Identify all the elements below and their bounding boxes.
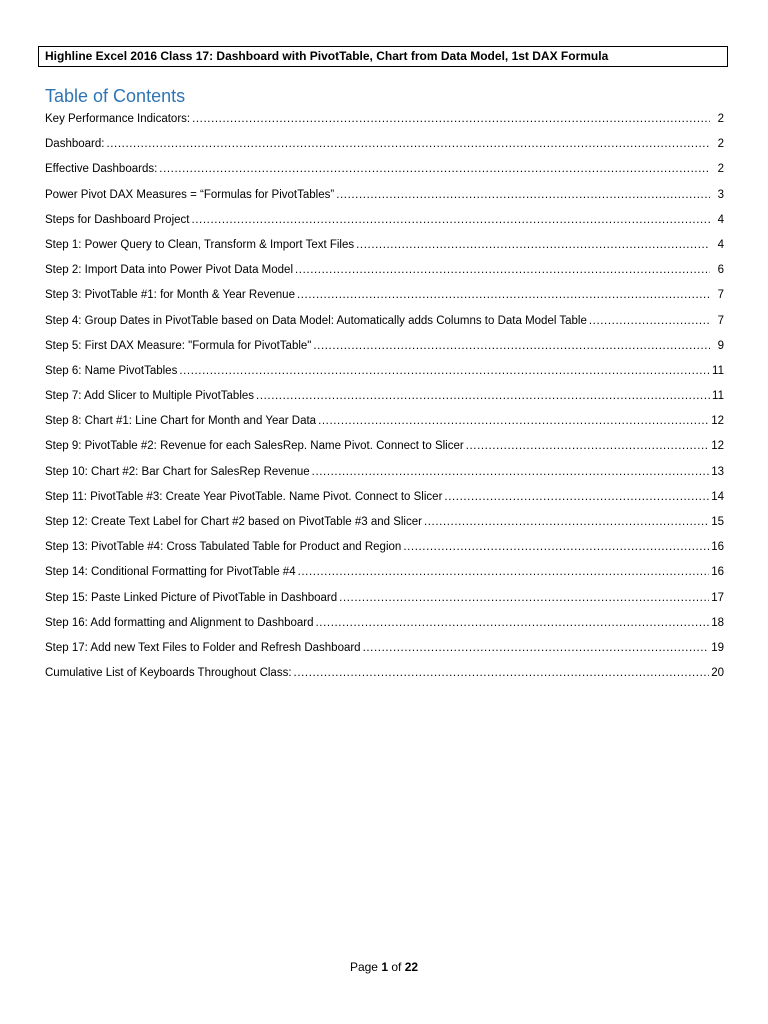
toc-entry-text[interactable]: Step 12: Create Text Label for Chart #2 based on PivotTable #3 and Slicer (45, 516, 422, 528)
toc-entry-page-number[interactable]: 20 (711, 667, 724, 680)
toc-leader-dots (363, 641, 710, 655)
toc-leader-dots (339, 591, 709, 605)
toc-entry-text[interactable]: Step 11: PivotTable #3: Create Year PivotTable. Name Pivot. Connect to Slicer (45, 490, 443, 503)
toc-leader-dots (159, 162, 710, 176)
toc-entry-page-number[interactable]: 16 (711, 541, 724, 554)
toc-leader-dots (318, 414, 709, 428)
toc-entry[interactable] (45, 288, 724, 313)
toc-entry-page-number[interactable]: 12 (711, 415, 724, 428)
toc-entry-page-number[interactable]: 11 (712, 364, 724, 377)
toc-entry-text[interactable]: Power Pivot DAX Measures = “Formulas for PivotTables” (45, 188, 335, 201)
toc-entry-page-number[interactable]: 7 (717, 289, 724, 302)
toc-entry-text[interactable]: Step 1: Power Query to Clean, Transform & Import Text Files (45, 238, 355, 251)
toc-entry-page-number[interactable]: 6 (717, 264, 724, 277)
toc-entry-text[interactable]: Step 8: Chart #1: Line Chart for Month and Year Data (45, 415, 317, 428)
toc-entry[interactable] (45, 162, 724, 187)
toc-leader-dots (106, 137, 710, 151)
toc-entry[interactable] (45, 540, 724, 565)
toc-entry-text[interactable]: Key Performance Indicators: (45, 113, 191, 125)
toc-entry-page-number[interactable]: 19 (711, 641, 724, 654)
toc-entry-page-number[interactable]: 2 (717, 163, 724, 176)
toc-entry-text[interactable]: Dashboard: (45, 138, 105, 151)
toc-leader-dots (313, 339, 710, 353)
toc-entry-text[interactable]: Cumulative List of Keyboards Throughout Class: (45, 667, 292, 680)
toc-entry-page-number[interactable]: 11 (712, 390, 724, 403)
toc-entry-text[interactable]: Step 10: Chart #2: Bar Chart for SalesRep Revenue (45, 465, 310, 478)
toc-entry[interactable] (45, 137, 724, 162)
toc-leader-dots (403, 540, 709, 554)
toc-leader-dots (466, 439, 710, 453)
toc-leader-dots (298, 565, 710, 579)
toc-entry-text[interactable]: Step 17: Add new Text Files to Folder and Refresh Dashboard (45, 641, 361, 654)
toc-entry-page-number[interactable]: 14 (711, 490, 724, 503)
toc-leader-dots (444, 490, 709, 504)
toc-entry-text[interactable]: Step 7: Add Slicer to Multiple PivotTables (45, 390, 255, 403)
toc-entry-page-number[interactable]: 15 (711, 516, 724, 528)
toc-leader-dots (424, 515, 709, 529)
toc-entry[interactable] (45, 389, 724, 414)
toc-entry-text[interactable]: Step 15: Paste Linked Picture of PivotTable in Dashboard (45, 591, 338, 604)
document-header (38, 46, 728, 67)
toc-leader-dots (312, 465, 710, 479)
toc-entry[interactable] (45, 339, 724, 364)
toc-leader-dots (179, 364, 710, 378)
toc-leader-dots (316, 616, 710, 630)
toc-entry-page-number[interactable]: 4 (717, 213, 724, 226)
toc-leader-dots (192, 112, 710, 126)
toc-entry-text[interactable]: Steps for Dashboard Project (45, 213, 190, 226)
toc-entry-page-number[interactable]: 13 (711, 465, 724, 478)
footer-total-pages: 22 (404, 960, 419, 974)
toc-entry-page-number[interactable]: 4 (717, 238, 724, 251)
toc-entry-text[interactable]: Step 9: PivotTable #2: Revenue for each SalesRep. Name Pivot. Connect to Slicer (45, 440, 464, 453)
toc-entry-text[interactable]: Step 3: PivotTable #1: for Month & Year Revenue (45, 289, 295, 302)
toc-entry[interactable] (45, 213, 724, 238)
toc-entry-page-number[interactable]: 2 (717, 138, 724, 151)
toc-leader-dots (295, 263, 710, 277)
toc-entry-page-number[interactable]: 2 (717, 113, 724, 125)
toc-leader-dots (191, 213, 710, 227)
toc-entry-page-number[interactable]: 18 (711, 616, 724, 629)
toc-entry-page-number[interactable]: 12 (711, 440, 724, 453)
toc-heading: Table of Contents (45, 86, 186, 106)
toc-entry[interactable] (45, 515, 724, 540)
toc-entry[interactable] (45, 616, 724, 641)
toc-entry-page-number[interactable]: 9 (717, 339, 724, 352)
toc-leader-dots (256, 389, 710, 403)
toc-entry-text[interactable]: Step 5: First DAX Measure: "Formula for PivotTable" (45, 339, 312, 352)
toc-entry-page-number[interactable]: 7 (717, 314, 724, 327)
toc-entry[interactable] (45, 490, 724, 515)
toc-entry[interactable] (45, 263, 724, 288)
toc-entry[interactable] (45, 439, 724, 464)
footer-page-word: Page (349, 960, 378, 974)
toc-entry-text[interactable]: Step 13: PivotTable #4: Cross Tabulated Table for Product and Region (45, 541, 402, 554)
toc-entry-page-number[interactable]: 16 (711, 566, 724, 579)
toc-entry-page-number[interactable]: 3 (717, 188, 724, 201)
toc-leader-dots (356, 238, 710, 252)
document-title: Highline Excel 2016 Class 17: Dashboard with PivotTable, Chart from Data Model, 1st DAX Formula (45, 49, 609, 63)
toc-entry[interactable] (45, 314, 724, 339)
toc-entry-text[interactable]: Step 4: Group Dates in PivotTable based on Data Model: Automatically adds Columns to Data Model Table (45, 314, 587, 327)
toc-entry-page-number[interactable]: 17 (711, 591, 724, 604)
toc-leader-dots (589, 314, 710, 328)
toc-entry[interactable] (45, 565, 724, 590)
toc-entry-text[interactable]: Step 2: Import Data into Power Pivot Data Model (45, 264, 294, 277)
toc-leader-dots (294, 666, 710, 680)
toc-entry-text[interactable]: Step 6: Name PivotTables (45, 364, 178, 377)
toc-leader-dots (297, 288, 710, 302)
toc-entry[interactable] (45, 591, 724, 616)
toc-entry[interactable] (45, 641, 724, 666)
toc-entry-text[interactable]: Step 16: Add formatting and Alignment to Dashboard (45, 616, 314, 629)
toc-entry[interactable] (45, 666, 724, 691)
toc-entry[interactable] (45, 112, 724, 137)
footer-of-word: of (391, 960, 402, 974)
toc-entry[interactable] (45, 188, 724, 213)
toc-entry[interactable] (45, 364, 724, 389)
toc-entry[interactable] (45, 465, 724, 490)
toc-leader-dots (336, 188, 710, 202)
toc-entry-text[interactable]: Effective Dashboards: (45, 163, 158, 176)
page-footer (0, 960, 768, 974)
toc-entry[interactable] (45, 238, 724, 263)
footer-current-page: 1 (381, 960, 388, 974)
toc-entry-text[interactable]: Step 14: Conditional Formatting for PivotTable #4 (45, 566, 296, 579)
toc-list (45, 112, 724, 691)
toc-entry[interactable] (45, 414, 724, 439)
